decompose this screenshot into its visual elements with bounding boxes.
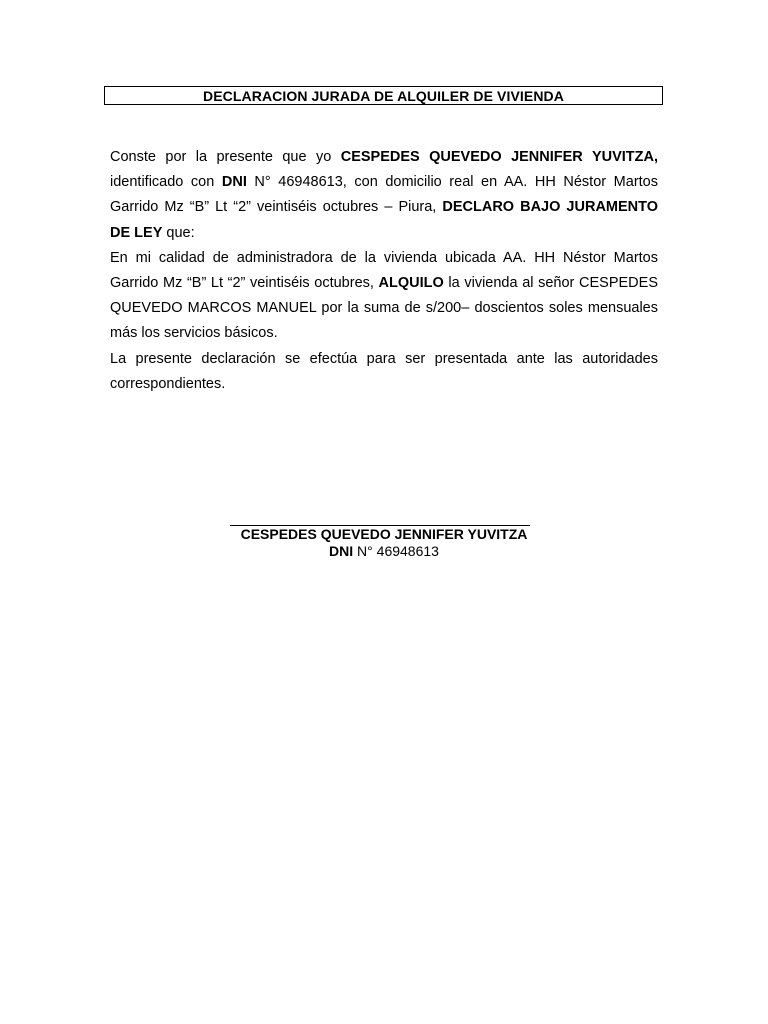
intro-text-1: Conste por la presente que yo <box>110 149 341 165</box>
alquilo-keyword: ALQUILO <box>378 275 444 292</box>
paragraph-rental <box>110 246 658 347</box>
document-title <box>104 86 663 105</box>
document-body <box>110 145 658 397</box>
intro-text-3: N° 46948613, con domicilio real en AA. HH Néstor Martos Garrido Mz “B” Lt “2” veintiséis octubres – Piura, <box>110 174 658 216</box>
intro-text-4: que: <box>162 224 195 241</box>
signature-dni-label: DNI <box>329 543 354 559</box>
paragraph-purpose: La presente declaración se efectúa para ser presentada ante las autoridades correspondientes. <box>110 350 658 392</box>
rental-text-2: la vivienda al señor CESPEDES QUEVEDO MARCOS MANUEL por la suma de s/200– doscientos soles mensuales más los servicios básicos. <box>110 275 658 342</box>
signature-dni-value: N° 46948613 <box>353 543 439 559</box>
declaro-bajo-juramento: DECLARO BAJO JURAMENTO DE LEY <box>110 199 659 241</box>
signature-dni <box>0 543 768 560</box>
document-title-text: DECLARACION JURADA DE ALQUILER DE VIVIENDA <box>203 87 564 104</box>
intro-text-2: identificado con <box>110 174 222 191</box>
paragraph-declaration-intro <box>110 145 658 246</box>
signature-name: CESPEDES QUEVEDO JENNIFER YUVITZA <box>240 526 528 542</box>
declarant-name: CESPEDES QUEVEDO JENNIFER YUVITZA, <box>340 149 659 165</box>
rental-text-1: En mi calidad de administradora de la vivienda ubicada AA. HH Néstor Martos Garrido Mz “B” Lt “2” veintiséis octubres, <box>110 249 658 292</box>
dni-label: DNI <box>221 174 247 191</box>
